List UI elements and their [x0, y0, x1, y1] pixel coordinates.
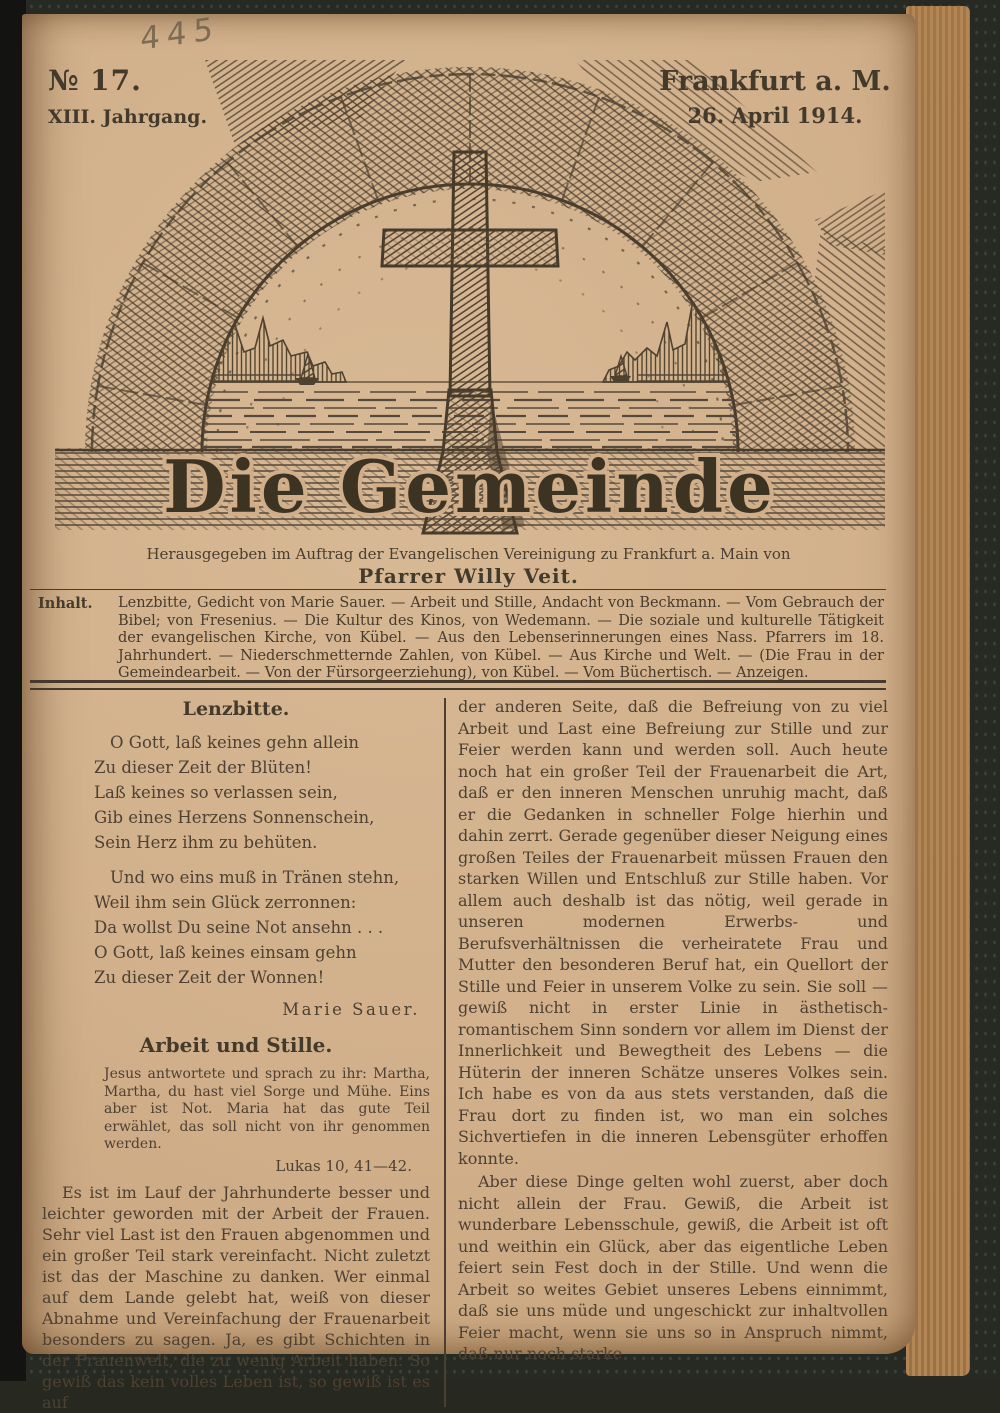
poem-line: Weil ihm sein Glück zerronnen:: [94, 893, 357, 912]
volume-label: XIII. Jahrgang.: [48, 106, 208, 128]
poem-stanza-2: [94, 865, 430, 990]
contents-label: Inhalt.: [38, 595, 93, 612]
contents-summary: [36, 595, 884, 683]
issue-date: 26. April 1914.: [687, 103, 863, 128]
epigraph-source: Lukas 10, 41—42.: [275, 1156, 412, 1175]
rule-above-contents: [30, 589, 886, 590]
poem-title: Lenzbitte.: [182, 698, 290, 720]
issue-number: № 17.: [48, 64, 142, 97]
poem: [94, 730, 430, 990]
contents-text: Lenzbitte, Gedicht von Marie Sauer. — Arbeit und Stille, Andacht von Beckmann. — Vom Gebrauch der Bibel; von Fresenius. — Die Kultur des Kinos, von Wedemann. — Die soziale und kulturelle Tätigkeit der evangelischen Kirche, von Kübel. — Aus den Lebenserinnerungen eines Nass. Pfarrers im 18. Jahrhundert. — Niederschmetternde Zahlen, von Kübel. — Aus Kirche und Welt. — (Die Frau in der Gemeindearbeit. — Von der Fürsorgeerziehung), von Kübel. — Vom Büchertisch. — Anzeigen.: [118, 595, 884, 681]
masthead-title: Die Gemeinde: [163, 444, 777, 529]
poem-line: Laß keines so verlassen sein,: [94, 783, 338, 802]
page-stack-edge: [906, 6, 970, 1376]
poem-line: O Gott, laß keines einsam gehn: [94, 943, 357, 962]
masthead-left: [48, 64, 207, 128]
poem-line: Da wollst Du seine Not ansehn . . .: [94, 918, 384, 937]
masthead-right: [640, 66, 910, 128]
poem-stanza-1: [94, 730, 430, 855]
poem-line: Zu dieser Zeit der Wonnen!: [94, 968, 325, 987]
column-divider-rule: [444, 698, 446, 1407]
handwritten-page-number: 445: [140, 10, 220, 58]
article-epigraph: Jesus antwortete und sprach zu ihr: Martha, Martha, du hast viel Sorge und Mühe. Eins aber ist Not. Maria hat das gute Teil erwählet, das soll nicht von ihr genommen werden.: [104, 1066, 430, 1152]
masthead-illustration: [55, 60, 885, 535]
newspaper-page: [22, 10, 915, 1412]
city-label: Frankfurt a. M.: [659, 66, 891, 97]
article-columns: [42, 696, 888, 1413]
poem-line: Und wo eins muß in Tränen stehn,: [110, 868, 400, 887]
article-title: Arbeit und Stille.: [139, 1033, 333, 1057]
article-body-left: Es ist im Lauf der Jahrhunderte besser und leichter geworden mit der Arbeit der Frauen. Sehr viel Last ist den Frauen abgenommen und ein großer Teil stark vereinfacht. Nicht zuletzt ist das der Maschine zu danken. Wer einmal auf dem Lande gelebt hat, weiß von dieser Abnahme und Vereinfachung der Frauenarbeit besonders zu sagen. Ja, es gibt Schichten in der Frauenwelt, die zu wenig Arbeit haben. So gewiß das kein volles Leben ist, so gewiß ist es auf: [42, 1182, 430, 1412]
poem-author: Marie Sauer.: [282, 1000, 420, 1019]
poem-line: O Gott, laß keines gehn allein: [110, 733, 360, 752]
column-right: [458, 696, 888, 1413]
publisher-line: Herausgegeben im Auftrag der Evangelischen Vereinigung zu Frankfurt a. Main von: [146, 545, 791, 563]
publisher-name: Pfarrer Willy Veit.: [358, 564, 579, 588]
rule-below-contents: [30, 680, 886, 690]
column-left: [42, 696, 430, 1413]
article-body-right-1: der anderen Seite, daß die Befreiung von zu viel Arbeit und Last eine Befreiung zur Stille und zur Feier werden kann und werden soll. Auch heute noch hat ein großer Teil der Frauenarbeit die Art, daß er den inneren Menschen unruhig macht, daß er die Gedanken in schneller Folge hierhin und dahin zerrt. Gerade gegenüber dieser Neigung eines großen Teiles der Frauenarbeit müssen Frauen den starken Willen und Entschluß zur Stille haben. Vor allem auch deshalb ist das nötig, weil gerade in unseren modernen Erwerbs- und Berufsverhältnissen die verheiratete Frau und Mutter den besonderen Beruf hat, ein Quellort der Stille und Feier in unserem Volke zu sein. Sie soll — gewiß nicht in erster Linie in ästhetisch-romantischem Sinn sondern vor allem im Dienst der Innerlichkeit und Bewegtheit des Lebens — die Hüterin der inneren Schätze unseres Volkes sein. Ich habe es von da aus stets verstanden, daß die Frau dort zu finden ist, wo man ein solches Sichvertiefen in die inneren Lebensgüter erhoffen konnte.: [458, 697, 888, 1168]
poem-line: Gib eines Herzens Sonnenschein,: [94, 808, 375, 827]
article-body-right-2: Aber diese Dinge gelten wohl zuerst, aber doch nicht allein der Frau. Gewiß, die Arbeit ist wunderbare Lebensschule, gewiß, die Arbeit ist oft und weithin ein Glück, aber das eigentliche Leben feiert sein Fest doch in der Stille. Und wenn die Arbeit so weites Gebiet unseres Lebens einnimmt, daß sie uns müde und ungeschickt zur inhaltvollen Feier macht, wenn sie uns so in Anspruch nimmt, daß nur noch starke: [458, 1172, 888, 1363]
poem-line: Zu dieser Zeit der Blüten!: [94, 758, 312, 777]
poem-line: Sein Herz ihm zu behüten.: [94, 833, 318, 852]
